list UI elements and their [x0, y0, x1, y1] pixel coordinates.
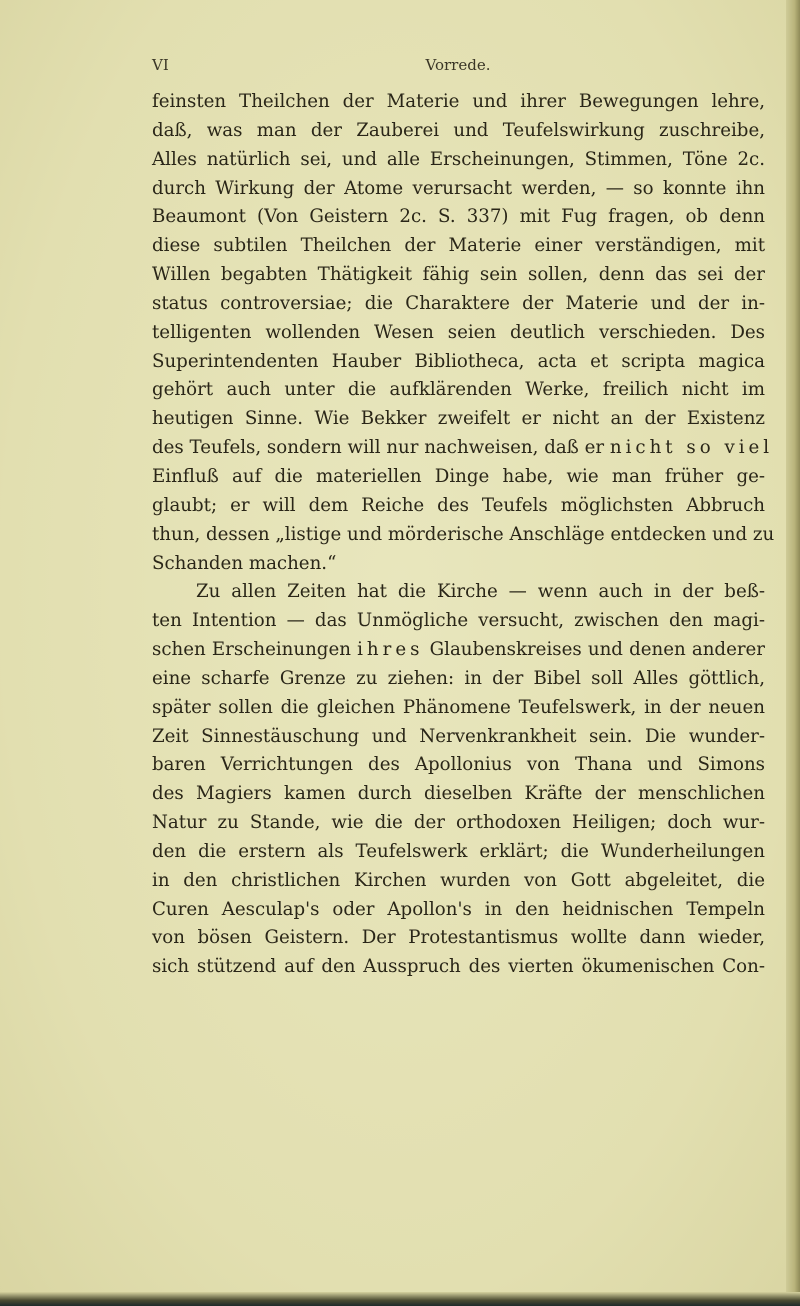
text-segment: Natur zu Stande, wie die der orthodoxen Heiligen; doch wur-: [152, 812, 765, 834]
text-segment: Einfluß auf die materiellen Dinge habe, wie man früher ge-: [152, 465, 765, 487]
text-line: [152, 838, 765, 867]
text-line: [152, 290, 765, 319]
text-line: [152, 261, 765, 290]
text-line: [152, 694, 765, 723]
text-segment: gehört auch unter die aufklärenden Werke, freilich nicht im: [152, 379, 765, 401]
text-segment: feinsten Theilchen der Materie und ihrer Bewegungen lehre,: [152, 91, 765, 112]
text-segment: sich stützend auf den Ausspruch des vierten ökumenischen Con-: [152, 956, 765, 978]
text-segment: des Magiers kamen durch dieselben Kräfte der menschlichen: [152, 783, 765, 805]
text-line: [152, 175, 765, 204]
text-segment: telligenten wollenden Wesen seien deutlich verschieden. Des: [152, 321, 765, 343]
text-line: [152, 953, 765, 982]
text-segment: schen Erscheinungen: [152, 639, 358, 661]
text-line: [152, 665, 765, 694]
text-line: [152, 203, 765, 232]
text-segment: später sollen die gleichen Phänomene Teufelswerk, in der neuen: [152, 696, 765, 718]
emphasized-text: ihres: [357, 639, 424, 661]
text-segment: ten Intention — das Unmögliche versucht, zwischen den magi-: [152, 610, 765, 632]
text-segment: Superintendenten Hauber Bibliotheca, acta et scripta magica: [152, 350, 765, 372]
text-segment: Glaubenskreises und denen anderer: [423, 639, 765, 661]
text-segment: Curen Aesculap's oder Apollon's in den heidnischen Tempeln: [152, 898, 765, 920]
text-line: [152, 924, 765, 953]
text-line: [152, 780, 765, 809]
text-segment: Zu allen Zeiten hat die Kirche — wenn auch in der beß-: [196, 581, 765, 603]
text-line: [152, 607, 765, 636]
text-segment: Alles natürlich sei, und alle Erscheinungen, Stimmen, Töne 2c.: [152, 148, 765, 170]
text-segment: diese subtilen Theilchen der Materie einer verständigen, mit: [152, 235, 765, 257]
text-line: [152, 117, 765, 146]
text-segment: Zeit Sinnestäuschung und Nervenkrankheit sein. Die wunder-: [152, 725, 765, 747]
text-line: [152, 636, 765, 665]
text-segment: baren Verrichtungen des Apollonius von Thana und Simons: [152, 754, 765, 776]
body-text: [152, 88, 775, 982]
text-segment: heutigen Sinne. Wie Bekker zweifelt er nicht an der Existenz: [152, 408, 765, 430]
text-line: [152, 376, 765, 405]
text-segment: von bösen Geistern. Der Protestantismus wollte dann wieder,: [152, 927, 765, 949]
text-segment: glaubt; er will dem Reiche des Teufels möglichsten Abbruch: [152, 494, 765, 516]
text-segment: den die erstern als Teufelswerk erklärt; die Wunderheilungen: [152, 840, 765, 862]
text-line: [152, 521, 775, 550]
page-edge-shadow: [786, 0, 800, 1306]
text-segment: in den christlichen Kirchen wurden von Gott abgeleitet, die: [152, 869, 765, 891]
text-line: [152, 463, 765, 492]
text-segment: Beaumont (Von Geistern 2c. S. 337) mit Fug fragen, ob denn: [152, 206, 765, 228]
text-line: [152, 896, 765, 925]
text-line: [152, 578, 765, 607]
text-line: [152, 492, 765, 521]
text-line: [152, 434, 774, 463]
text-segment: eine scharfe Grenze zu ziehen: in der Bibel soll Alles göttlich,: [152, 667, 765, 689]
text-line: [152, 723, 765, 752]
text-line: [152, 867, 765, 896]
page-number: VI: [152, 56, 169, 74]
running-title: Vorrede.: [425, 56, 491, 74]
text-segment: thun, dessen „listige und mörderische Anschläge entdecken und zu: [152, 523, 775, 545]
page-header: [152, 56, 764, 80]
text-segment: daß, was man der Zauberei und Teufelswirkung zuschreibe,: [152, 119, 765, 141]
text-segment: Willen begabten Thätigkeit fähig sein sollen, denn das sei der: [152, 264, 765, 286]
text-line: [152, 88, 765, 117]
text-segment: Schanden machen.“: [152, 552, 337, 574]
text-line: [152, 232, 765, 261]
text-line: [152, 319, 765, 348]
text-line: [152, 550, 765, 579]
text-segment: status controversiae; die Charaktere der Materie und der in-: [152, 292, 765, 314]
text-line: [152, 809, 765, 838]
text-segment: durch Wirkung der Atome verursacht werden, — so konnte ihn: [152, 177, 765, 199]
text-line: [152, 146, 765, 175]
text-line: [152, 348, 765, 377]
page-bottom-edge: [0, 1292, 800, 1306]
emphasized-text: nicht so viel: [609, 437, 774, 459]
text-line: [152, 405, 765, 434]
text-line: [152, 751, 765, 780]
text-segment: des Teufels, sondern will nur nachweisen, daß er: [152, 437, 610, 459]
